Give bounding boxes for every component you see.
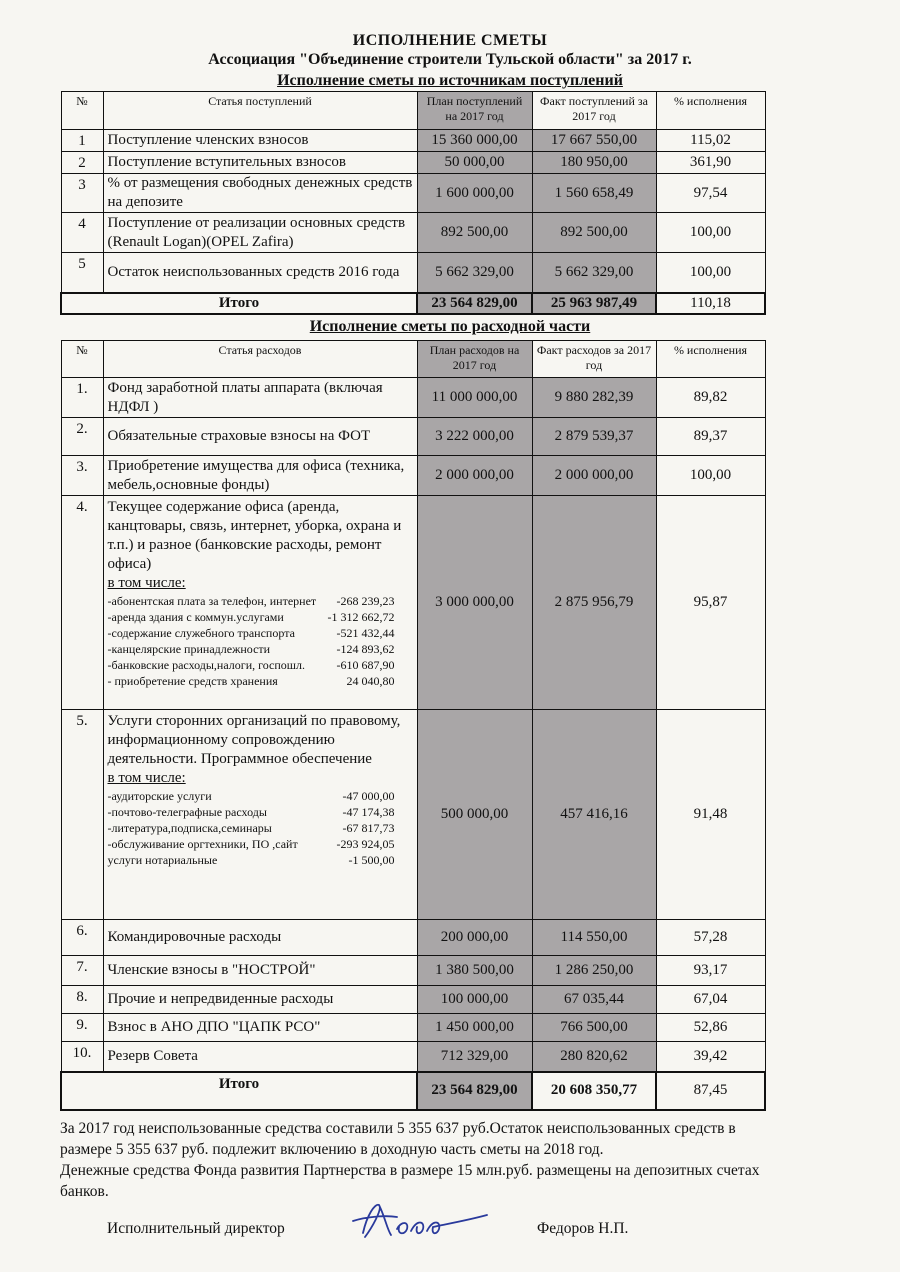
- row-item-name: Прочие и непредвиденные расходы: [103, 986, 417, 1014]
- row-item-name: Остаток неиспользованных средств 2016 года: [103, 253, 417, 293]
- row-number: 1.: [61, 378, 103, 418]
- sub-item: [108, 788, 413, 804]
- row-plan-value: 2 000 000,00: [417, 456, 532, 496]
- row-plan-value: 100 000,00: [417, 986, 532, 1014]
- row-item-name: Поступление членских взносов: [103, 130, 417, 152]
- sub-item-label: -литература,подписка,семинары: [107, 821, 272, 835]
- col-fact-header: Факт расходов за 2017 год: [532, 341, 656, 378]
- expense-row: [61, 1014, 765, 1042]
- sub-item: [108, 820, 413, 836]
- sub-item-label: -аренда здания с коммун.услугами: [107, 610, 284, 624]
- row-pct-value: 97,54: [656, 174, 765, 213]
- row-number: 9.: [61, 1014, 103, 1042]
- row-pct-value: 57,28: [656, 920, 765, 956]
- row-item-name: [103, 710, 417, 920]
- income-row: [61, 130, 765, 152]
- row-fact-value: 2 875 956,79: [532, 496, 656, 710]
- sub-item-value: -124 893,62: [336, 642, 395, 656]
- document-title: ИСПОЛНЕНИЕ СМЕТЫ: [352, 32, 548, 49]
- income-table: [60, 91, 766, 315]
- col-plan-header: План поступлений на 2017 год: [417, 92, 532, 130]
- col-fact-header: Факт поступлений за 2017 год: [532, 92, 656, 130]
- row-pct-value: 89,82: [656, 378, 765, 418]
- row-item-name: Фонд заработной платы аппарата (включая НДФЛ ): [103, 378, 417, 418]
- row-fact-value: 2 879 539,37: [532, 418, 656, 456]
- expense-row: [61, 418, 765, 456]
- sub-item-value: -521 432,44: [336, 626, 395, 640]
- sub-item-value: -1 312 662,72: [327, 610, 395, 624]
- sub-item-value: -293 924,05: [336, 837, 395, 851]
- row-number: 8.: [61, 986, 103, 1014]
- sub-item: [108, 593, 413, 609]
- expense-row: [61, 378, 765, 418]
- sub-item-value: -47 000,00: [342, 789, 395, 803]
- expense-row: [61, 920, 765, 956]
- handwritten-signature: [345, 1195, 495, 1245]
- col-number-header: №: [61, 341, 103, 378]
- expense-row: [61, 1042, 765, 1072]
- income-total-row: [61, 293, 765, 314]
- row-plan-value: 15 360 000,00: [417, 130, 532, 152]
- sub-item: [108, 641, 413, 657]
- row-number: 2: [61, 152, 103, 174]
- total-plan-value: 23 564 829,00: [417, 1072, 532, 1110]
- expense-row: [61, 496, 765, 710]
- note-deposits: Денежные средства Фонда развития Партнерства в размере 15 млн.руб. размещены на депозитных счетах банков.: [60, 1162, 760, 1200]
- row-number: 4: [61, 213, 103, 253]
- row-pct-value: 100,00: [656, 213, 765, 253]
- row-pct-value: 52,86: [656, 1014, 765, 1042]
- notes-block: [60, 1118, 780, 1202]
- expense-total-row: [61, 1072, 765, 1110]
- row-fact-value: 17 667 550,00: [532, 130, 656, 152]
- row-number: 10.: [61, 1042, 103, 1072]
- sub-item-label: -аудиторские услуги: [107, 789, 212, 803]
- col-pct-header: % исполнения: [656, 341, 765, 378]
- row-fact-value: 280 820,62: [532, 1042, 656, 1072]
- sub-item: [108, 673, 413, 689]
- row-number: 2.: [61, 418, 103, 456]
- row-item-name: Обязательные страховые взносы на ФОТ: [103, 418, 417, 456]
- sub-item-value: -47 174,38: [342, 805, 395, 819]
- sub-item-label: -почтово-телеграфные расходы: [107, 805, 267, 819]
- income-section-title: Исполнение сметы по источникам поступлений: [277, 72, 623, 89]
- expense-row: [61, 456, 765, 496]
- sub-item-label: -обслуживание оргтехники, ПО ,сайт: [107, 837, 298, 851]
- row-fact-value: 180 950,00: [532, 152, 656, 174]
- row-fact-value: 9 880 282,39: [532, 378, 656, 418]
- row-plan-value: 50 000,00: [417, 152, 532, 174]
- row-pct-value: 100,00: [656, 253, 765, 293]
- row-fact-value: 766 500,00: [532, 1014, 656, 1042]
- row-plan-value: 3 000 000,00: [417, 496, 532, 710]
- row-item-name: Взнос в АНО ДПО "ЦАПК РСО": [103, 1014, 417, 1042]
- row-number: 7.: [61, 956, 103, 986]
- row-number: 1: [61, 130, 103, 152]
- row-plan-value: 5 662 329,00: [417, 253, 532, 293]
- income-row: [61, 174, 765, 213]
- row-item-name: Резерв Совета: [103, 1042, 417, 1072]
- including-label: в том числе:: [107, 575, 186, 591]
- total-label: Итого: [61, 1072, 417, 1110]
- sub-item: [108, 852, 413, 868]
- row-fact-value: 1 560 658,49: [532, 174, 656, 213]
- row-number: 5.: [61, 710, 103, 920]
- expense-row: [61, 710, 765, 920]
- sub-item: [108, 836, 413, 852]
- row-plan-value: 712 329,00: [417, 1042, 532, 1072]
- col-number-header: №: [61, 92, 103, 130]
- row-item-name: Членские взносы в "НОСТРОЙ": [103, 956, 417, 986]
- income-row: [61, 152, 765, 174]
- row-plan-value: 11 000 000,00: [417, 378, 532, 418]
- sub-item-value: -67 817,73: [342, 821, 395, 835]
- document-subtitle: Ассоциация "Объединение строители Тульской области" за 2017 г.: [208, 51, 692, 68]
- row-pct-value: 100,00: [656, 456, 765, 496]
- sub-item: [108, 657, 413, 673]
- row-number: 5: [61, 253, 103, 293]
- row-pct-value: 39,42: [656, 1042, 765, 1072]
- row-plan-value: 1 380 500,00: [417, 956, 532, 986]
- row-item-name: [103, 496, 417, 710]
- sub-item-label: -банковские расходы,налоги, госпошл.: [107, 658, 306, 672]
- sub-item-label: услуги нотариальные: [107, 853, 218, 867]
- including-label: в том числе:: [107, 770, 186, 786]
- total-fact-value: 20 608 350,77: [532, 1072, 656, 1110]
- col-item-header: Статья расходов: [103, 341, 417, 378]
- row-item-name: % от размещения свободных денежных средств на депозите: [103, 174, 417, 213]
- row-fact-value: 2 000 000,00: [532, 456, 656, 496]
- row-fact-value: 892 500,00: [532, 213, 656, 253]
- sub-item-label: -канцелярские принадлежности: [107, 642, 271, 656]
- income-row: [61, 253, 765, 293]
- sub-items-list: [108, 593, 413, 689]
- row-number: 3: [61, 174, 103, 213]
- row-number: 3.: [61, 456, 103, 496]
- row-pct-value: 95,87: [656, 496, 765, 710]
- col-plan-header: План расходов на 2017 год: [417, 341, 532, 378]
- row-fact-value: 457 416,16: [532, 710, 656, 920]
- row-pct-value: 91,48: [656, 710, 765, 920]
- total-label: Итого: [61, 293, 417, 314]
- row-number: 4.: [61, 496, 103, 710]
- col-item-header: Статья поступлений: [103, 92, 417, 130]
- sub-items-list: [108, 788, 413, 868]
- row-number: 6.: [61, 920, 103, 956]
- row-item-name: Приобретение имущества для офиса (техника, мебель,основные фонды): [103, 456, 417, 496]
- row-plan-value: 892 500,00: [417, 213, 532, 253]
- sub-item-label: - приобретение средств хранения: [107, 674, 278, 688]
- row-pct-value: 115,02: [656, 130, 765, 152]
- row-fact-value: 5 662 329,00: [532, 253, 656, 293]
- expense-table: [60, 340, 766, 1111]
- sub-item-value: -610 687,90: [336, 658, 395, 672]
- row-fact-value: 67 035,44: [532, 986, 656, 1014]
- signature-name: Федоров Н.П.: [537, 1220, 629, 1237]
- sub-item-label: -содержание служебного транспорта: [107, 626, 295, 640]
- row-fact-value: 1 286 250,00: [532, 956, 656, 986]
- sub-item: [108, 609, 413, 625]
- sub-item-value: -268 239,23: [336, 594, 395, 608]
- row-pct-value: 361,90: [656, 152, 765, 174]
- item-main-text: Текущее содержание офиса (аренда, канцтовары, связь, интернет, уборка, охрана и т.п.) и разное (банковские расходы, ремонт офиса): [107, 499, 402, 572]
- expense-row: [61, 956, 765, 986]
- col-pct-header: % исполнения: [656, 92, 765, 130]
- total-pct-value: 87,45: [656, 1072, 765, 1110]
- total-plan-value: 23 564 829,00: [417, 293, 532, 314]
- total-pct-value: 110,18: [656, 293, 765, 314]
- row-plan-value: 200 000,00: [417, 920, 532, 956]
- total-fact-value: 25 963 987,49: [532, 293, 656, 314]
- row-item-name: Поступление от реализации основных средств (Renault Logan)(OPEL Zafira): [103, 213, 417, 253]
- row-plan-value: 500 000,00: [417, 710, 532, 920]
- expense-section-title: Исполнение сметы по расходной части: [309, 318, 591, 335]
- row-item-name: Командировочные расходы: [103, 920, 417, 956]
- item-main-text: Услуги сторонних организаций по правовому, информационному сопровождению деятельности. Программное обеспечение: [107, 713, 401, 767]
- signature-position: Исполнительный директор: [107, 1220, 285, 1237]
- row-plan-value: 3 222 000,00: [417, 418, 532, 456]
- sub-item: [108, 625, 413, 641]
- sub-item-label: -абонентская плата за телефон, интернет: [107, 594, 317, 608]
- income-header-row: [61, 92, 765, 130]
- expense-header-row: [61, 341, 765, 378]
- row-plan-value: 1 450 000,00: [417, 1014, 532, 1042]
- row-plan-value: 1 600 000,00: [417, 174, 532, 213]
- sub-item-value: -1 500,00: [348, 853, 395, 867]
- income-row: [61, 213, 765, 253]
- sub-item: [108, 804, 413, 820]
- row-item-name: Поступление вступительных взносов: [103, 152, 417, 174]
- sub-item-value: 24 040,80: [346, 674, 395, 688]
- row-fact-value: 114 550,00: [532, 920, 656, 956]
- note-unused-funds: За 2017 год неиспользованные средства составили 5 355 637 руб.Остаток неиспользованных средств в размере 5 355 637 руб. подлежит включению в доходную часть сметы на 2018 год.: [60, 1120, 736, 1158]
- row-pct-value: 93,17: [656, 956, 765, 986]
- row-pct-value: 67,04: [656, 986, 765, 1014]
- row-pct-value: 89,37: [656, 418, 765, 456]
- expense-row: [61, 986, 765, 1014]
